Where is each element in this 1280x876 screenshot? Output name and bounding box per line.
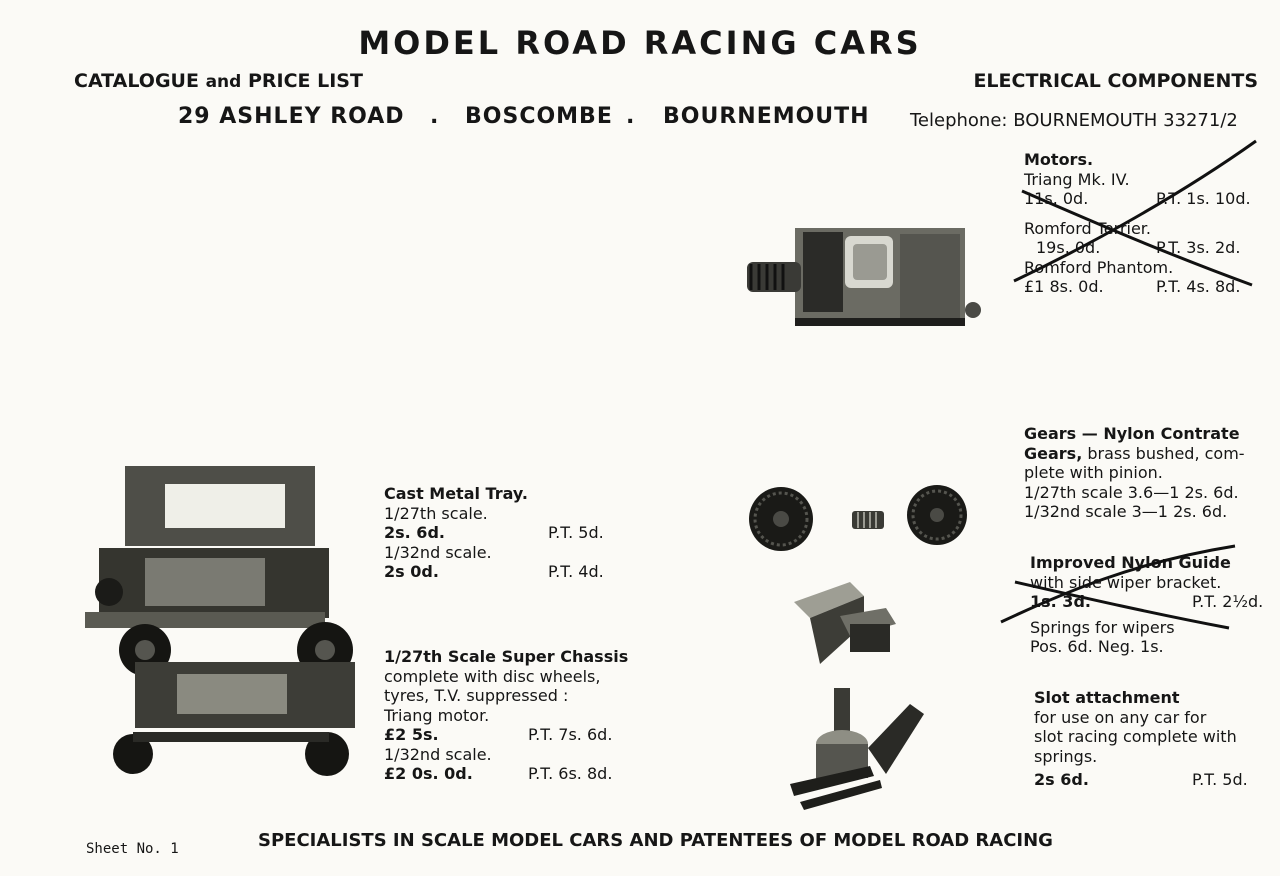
chassis-pt: P.T. 7s. 6d. — [528, 725, 613, 744]
slot-desc: springs. — [1034, 746, 1098, 766]
tray-pt: P.T. 5d. — [548, 523, 604, 542]
tray-price: 2s 0d. — [384, 562, 439, 581]
tray-scale: 1/32nd scale. — [384, 542, 492, 562]
motor-pt: P.T. 3s. 2d. — [1156, 238, 1241, 257]
catalogue-and: and — [205, 72, 242, 92]
tray-price: 2s. 6d. — [384, 523, 445, 542]
telephone-number: BOURNEMOUTH 33271/2 — [1013, 110, 1238, 131]
telephone — [910, 110, 1238, 131]
motors-section — [1024, 150, 1264, 297]
tray-pt: P.T. 4d. — [548, 562, 604, 581]
motor-price: 11s. 0d. — [1024, 189, 1089, 208]
tray-section — [384, 484, 634, 582]
motor-pt: P.T. 4s. 8d. — [1156, 277, 1241, 296]
gears-scale-32: 1/32nd scale 3—1 2s. 6d. — [1024, 502, 1228, 521]
chassis-desc: Triang motor. — [384, 705, 490, 725]
tray-heading: Cast Metal Tray. — [384, 484, 528, 503]
catalogue-word: CATALOGUE — [74, 70, 199, 92]
springs-price: Pos. 6d. Neg. 1s. — [1030, 637, 1164, 656]
gears-scale-27: 1/27th scale 3.6—1 2s. 6d. — [1024, 482, 1239, 502]
guide-section — [1030, 553, 1275, 657]
chassis-price: £2 5s. — [384, 725, 439, 744]
pinion-icon — [850, 507, 886, 533]
telephone-label: Telephone: — [910, 110, 1008, 131]
address-separator: . — [626, 104, 636, 129]
motors-heading: Motors. — [1024, 150, 1094, 169]
guide-bracket-icon — [790, 578, 900, 668]
section-heading: ELECTRICAL COMPONENTS — [973, 70, 1258, 92]
chassis-desc: tyres, T.V. suppressed : — [384, 686, 569, 705]
guide-desc: with side wiper bracket. — [1030, 572, 1222, 592]
motor-price: £1 8s. 0d. — [1024, 277, 1104, 296]
slot-desc: slot racing complete with — [1034, 727, 1237, 746]
slot-desc: for use on any car for — [1034, 707, 1207, 727]
address-separator: . — [430, 104, 440, 129]
slot-price: 2s 6d. — [1034, 770, 1089, 789]
chassis-scale: 1/32nd scale. — [384, 744, 492, 764]
motor-price: 19s. 0d. — [1036, 238, 1101, 257]
motor-name: Romford Phantom. — [1024, 257, 1174, 277]
chassis-heading: 1/27th Scale Super Chassis — [384, 647, 629, 666]
slot-section — [1034, 688, 1269, 790]
guide-pt: P.T. 2½d. — [1192, 592, 1264, 611]
page-title: MODEL ROAD RACING CARS — [358, 24, 922, 62]
motor-name: Romford Terrier. — [1024, 218, 1151, 238]
gears-heading-cont: Gears, — [1024, 443, 1083, 463]
chassis-price: £2 0s. 0d. — [384, 764, 473, 783]
chassis-section — [384, 647, 644, 784]
slot-attachment-icon — [790, 684, 930, 812]
gears-section — [1024, 424, 1269, 522]
motor-photo-icon — [725, 222, 987, 332]
slot-pt: P.T. 5d. — [1192, 770, 1248, 789]
gears-desc: plete with pinion. — [1024, 463, 1163, 482]
footer-tagline: SPECIALISTS IN SCALE MODEL CARS AND PATENTEES OF MODEL ROAD RACING — [258, 830, 1053, 851]
guide-heading: Improved Nylon Guide — [1030, 553, 1231, 572]
tray-scale: 1/27th scale. — [384, 503, 488, 523]
address-district: BOSCOMBE — [465, 104, 613, 129]
gears-heading: Gears — Nylon Contrate — [1024, 424, 1240, 443]
catalogue-heading — [74, 70, 363, 92]
motor-name: Triang Mk. IV. — [1024, 169, 1130, 189]
springs-desc: Springs for wipers — [1030, 617, 1175, 637]
chassis-pt: P.T. 6s. 8d. — [528, 764, 613, 783]
guide-price: 1s. 3d. — [1030, 592, 1091, 611]
address-street: 29 ASHLEY ROAD — [178, 104, 405, 129]
slot-heading: Slot attachment — [1034, 688, 1180, 707]
gears-desc: brass bushed, com- — [1082, 443, 1245, 463]
sheet-number: Sheet No. 1 — [86, 841, 179, 857]
address-town: BOURNEMOUTH — [663, 104, 870, 129]
chassis-photo-icon — [85, 462, 365, 774]
chassis-desc: complete with disc wheels, — [384, 666, 601, 686]
motor-pt: P.T. 1s. 10d. — [1156, 189, 1251, 208]
price-list-word: PRICE LIST — [247, 70, 363, 92]
